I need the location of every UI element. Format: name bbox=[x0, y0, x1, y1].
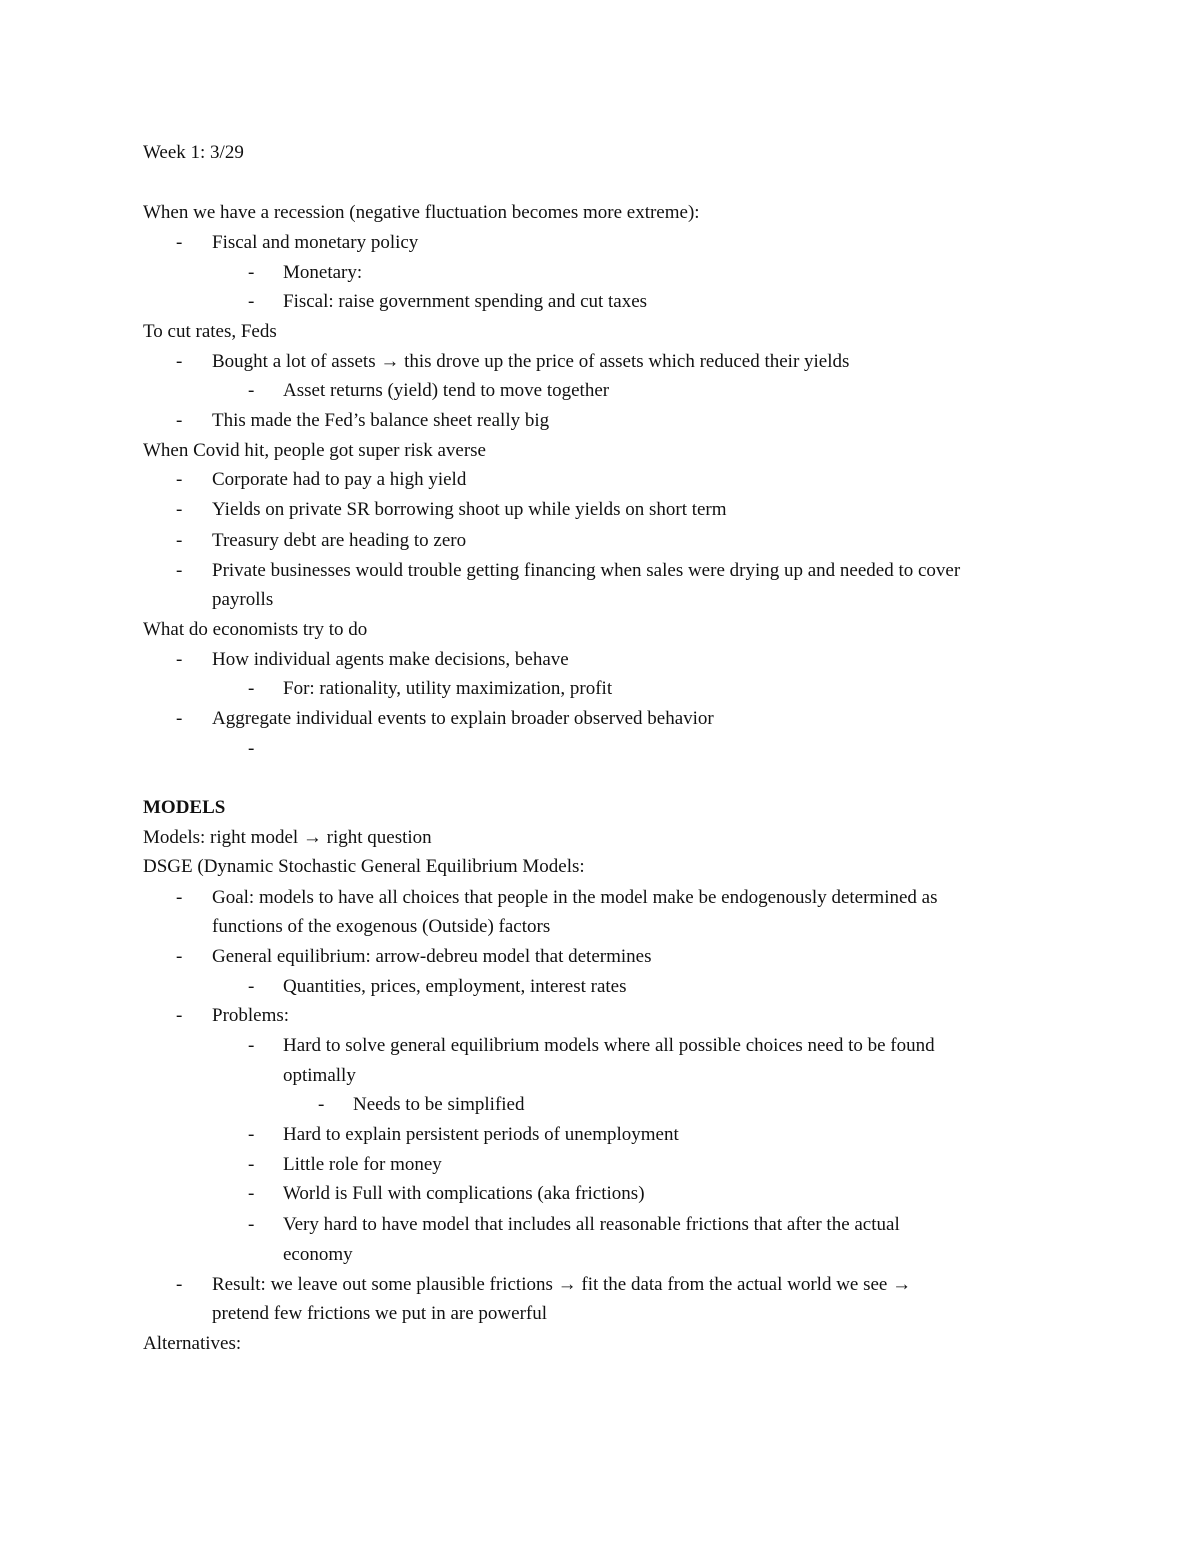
list-item: Fiscal: raise government spending and cut taxes bbox=[283, 291, 648, 312]
bullet-dash: - bbox=[176, 351, 183, 372]
list-item-continuation: functions of the exogenous (Outside) factors bbox=[212, 916, 551, 937]
list-item: Needs to be simplified bbox=[353, 1094, 525, 1115]
bullet-dash: - bbox=[248, 1124, 255, 1145]
list-item-continuation: payrolls bbox=[212, 589, 274, 610]
bullet-dash: - bbox=[176, 499, 183, 520]
bullet-dash: - bbox=[176, 1005, 183, 1026]
list-item: Private businesses would trouble getting financing when sales were drying up and needed to cover bbox=[212, 560, 961, 581]
list-item: Hard to explain persistent periods of unemployment bbox=[283, 1124, 679, 1145]
bullet-dash: - bbox=[248, 291, 255, 312]
covid-intro: When Covid hit, people got super risk averse bbox=[143, 440, 486, 461]
bullet-dash: - bbox=[176, 530, 183, 551]
list-item: Problems: bbox=[212, 1005, 290, 1026]
section-heading: MODELS bbox=[143, 797, 226, 818]
bullet-dash: - bbox=[176, 1274, 183, 1295]
list-item: This made the Fed’s balance sheet really big bbox=[212, 410, 550, 431]
list-item-continuation: economy bbox=[283, 1244, 353, 1265]
list-item-continuation: optimally bbox=[283, 1065, 356, 1086]
list-item: Corporate had to pay a high yield bbox=[212, 469, 467, 490]
list-item: Bought a lot of assets → this drove up the price of assets which reduced their yields bbox=[212, 351, 850, 372]
list-item: Aggregate individual events to explain broader observed behavior bbox=[212, 708, 714, 729]
bullet-dash: - bbox=[248, 1035, 255, 1056]
list-item-continuation: pretend few frictions we put in are powerful bbox=[212, 1303, 548, 1324]
bullet-dash: - bbox=[248, 262, 255, 283]
rates-intro: To cut rates, Feds bbox=[143, 321, 277, 342]
bullet-dash: - bbox=[176, 560, 183, 581]
list-item: Goal: models to have all choices that people in the model make be endogenously determined as bbox=[212, 887, 938, 908]
list-item: Asset returns (yield) tend to move together bbox=[283, 380, 610, 401]
bullet-dash: - bbox=[248, 1154, 255, 1175]
bullet-dash: - bbox=[248, 678, 255, 699]
list-item: Treasury debt are heading to zero bbox=[212, 530, 467, 551]
alternatives-heading: Alternatives: bbox=[143, 1333, 242, 1354]
bullet-dash: - bbox=[248, 1214, 255, 1235]
list-item: World is Full with complications (aka frictions) bbox=[283, 1183, 645, 1204]
list-item: Fiscal and monetary policy bbox=[212, 232, 419, 253]
list-item: General equilibrium: arrow-debreu model that determines bbox=[212, 946, 652, 967]
list-item: Quantities, prices, employment, interest rates bbox=[283, 976, 627, 997]
bullet-dash: - bbox=[248, 1183, 255, 1204]
recession-intro: When we have a recession (negative fluctuation becomes more extreme): bbox=[143, 202, 700, 223]
list-item: How individual agents make decisions, behave bbox=[212, 649, 569, 670]
economists-intro: What do economists try to do bbox=[143, 619, 368, 640]
bullet-dash: - bbox=[176, 232, 183, 253]
list-item: Yields on private SR borrowing shoot up while yields on short term bbox=[212, 499, 727, 520]
list-item: For: rationality, utility maximization, profit bbox=[283, 678, 613, 699]
bullet-dash: - bbox=[176, 649, 183, 670]
bullet-dash: - bbox=[248, 976, 255, 997]
bullet-dash: - bbox=[176, 469, 183, 490]
list-item: Very hard to have model that includes all reasonable frictions that after the actual bbox=[283, 1214, 900, 1235]
bullet-dash: - bbox=[248, 380, 255, 401]
bullet-dash: - bbox=[318, 1094, 325, 1115]
dsge-intro: DSGE (Dynamic Stochastic General Equilibrium Models: bbox=[143, 856, 585, 877]
bullet-dash: - bbox=[176, 887, 183, 908]
week-title: Week 1: 3/29 bbox=[143, 142, 244, 163]
list-item: Little role for money bbox=[283, 1154, 442, 1175]
bullet-dash: - bbox=[176, 708, 183, 729]
bullet-dash: - bbox=[176, 410, 183, 431]
list-item: Hard to solve general equilibrium models where all possible choices need to be found bbox=[283, 1035, 935, 1056]
list-item: Monetary: bbox=[283, 262, 363, 283]
bullet-dash: - bbox=[176, 946, 183, 967]
list-item: Result: we leave out some plausible frictions → fit the data from the actual world we see → bbox=[212, 1274, 912, 1295]
bullet-dash-empty: - bbox=[248, 738, 255, 759]
models-intro: Models: right model → right question bbox=[143, 827, 432, 848]
